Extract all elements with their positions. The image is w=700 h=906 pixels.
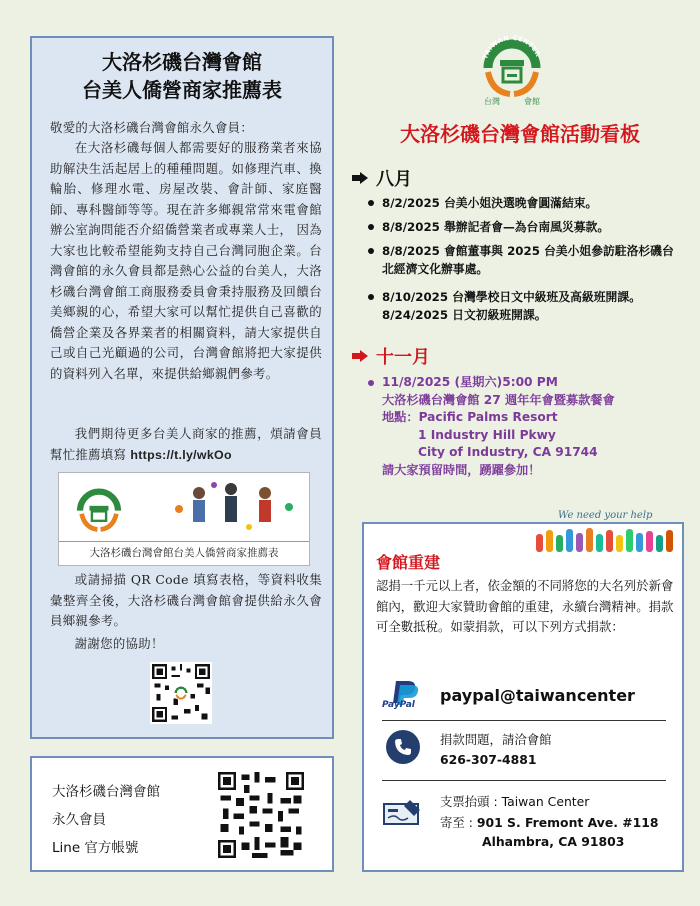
bullet-icon [368,248,374,254]
donation-text: 認捐一千元以上者，依金額的不同將您的大名列於新會館內，歡迎大家贊助會館的重建，永續台灣精神。捐款可全數抵稅。如蒙捐款，可以下列方式捐款： [376,578,674,634]
month-heading-august [352,165,412,191]
board-title: 大洛杉磯台灣會館活動看板 [400,122,640,146]
line-account-panel [30,756,334,872]
cheque-icon [380,796,424,830]
cheque-payee: 支票抬頭 : Taiwan Center [440,794,590,809]
bullet-icon [368,380,374,386]
bullet-icon [368,200,374,206]
thanks-text: 謝謝您的協助！ [74,636,164,651]
help-text: We need your help [558,510,653,521]
recommendation-greeting: 敬愛的大洛杉磯台灣會館永久會員： [50,120,254,135]
line-box-members: 永久會員 [52,812,106,828]
recommendation-form-link[interactable]: https://t.ly/wkOo [130,447,232,462]
event-venue: 地點：Pacific Palms Resort [382,410,558,424]
taiwan-center-logo [476,30,548,106]
paypal-label: PayPal [382,700,415,710]
logo-right-text: 會館 [524,97,540,106]
phone-icon [386,730,420,764]
month-heading-november [352,343,430,369]
event-note: 請大家預留時間，踴躍參加！ [382,462,541,477]
paypal-email[interactable]: paypal@taiwancenter [440,686,635,705]
arrow-right-icon [352,350,368,362]
donation-title: 會館重建 [376,553,441,572]
qr-instructions: 或請掃描 QR Code 填寫表格，等資料收集彙整齊全後，大洛杉磯台灣會館會提供給永久會員鄉親參考。 [50,572,322,628]
recommendation-form-banner[interactable] [58,472,310,566]
line-box-org: 大洛杉磯台灣會館 [52,784,160,800]
recommendation-panel [30,36,334,739]
form-qr-code[interactable] [150,662,212,724]
line-box-account: Line 官方帳號 [52,840,139,856]
cheque-address-line2: Alhambra, CA 91803 [482,834,625,849]
line-qr-code[interactable] [218,772,304,858]
phone-number[interactable]: 626-307-4881 [440,752,537,767]
taiwan-center-logo-small [69,479,129,539]
recommendation-title: 大洛杉磯台灣會館 [102,50,262,74]
raised-hands-icon [532,526,676,552]
divider [382,780,666,781]
month-label-august: 八月 [376,169,412,190]
list-item: 8/10/2025 台灣學校日文中級班及高級班開課。8/24/2025 日文初級班開課。 [368,288,684,324]
recommendation-body: 在大洛杉磯每個人都需要好的服務業者來協助解決生活起居上的種種問題。如修理汽車、換輪胎、修理水電、房屋改裝、會計師、家庭醫師、專科醫師等等。現在許多鄉親常常來電會館辦公室詢問能否介紹僑營業者或專業人士， 因為大家也比較希望能夠支持自己台灣同胞企業。台灣會館的永久會員都是熱心公益的台美人，大洛杉磯台灣會館工商服務委員會秉持服務及回饋台美鄉親的心，希望大家可以幫忙提供自己喜歡的僑營企業及各界業者的相關資料，請大家提供自己或自己光顧過的公司，台灣會館將把大家提供的資料列入名單，來提供給鄉親們參考。 [50,140,322,381]
logo-left-text: 台灣 [484,97,500,106]
month-label-november: 十一月 [376,347,430,368]
recommendation-subtitle: 台美人僑營商家推薦表 [82,78,282,102]
recommendation-ask [50,424,322,465]
help-banner [532,512,676,554]
bullet-icon [368,224,374,230]
event-address-line2: City of Industry, CA 91744 [418,445,598,459]
recommendation-ask-text: 我們期待更多台美人商家的推薦，煩請會員幫忙推薦填寫 [50,426,322,462]
bullet-icon [368,294,374,300]
phone-label: 捐款問題，請洽會館 [440,732,552,747]
cheque-address-line1: 寄至 : 901 S. Fremont Ave. #118 [440,815,659,830]
divider [382,720,666,721]
logo-arc-text: TAIWAN CENTER [481,33,543,61]
banner-caption: 大洛杉磯台灣會館台美人僑營商家推薦表 [59,541,309,565]
list-item: 8/8/2025 舉辦記者會—為台南風災募款。 [368,218,684,236]
event-address-line1: 1 Industry Hill Pkwy [418,427,556,442]
arrow-right-icon [352,172,368,184]
donation-panel [362,510,684,872]
event-name: 大洛杉磯台灣會館 27 週年年會暨募款餐會 [382,392,615,407]
business-people-icon [169,479,299,539]
list-item: 8/2/2025 台美小姐決選晚會圓滿結束。 [368,194,684,212]
november-event [368,374,684,479]
event-date: 11/8/2025 (星期六)5:00 PM [382,375,558,389]
list-item: 8/8/2025 會館董事與 2025 台美小姐參訪駐洛杉磯台北經濟文化辦事處。 [368,242,684,278]
